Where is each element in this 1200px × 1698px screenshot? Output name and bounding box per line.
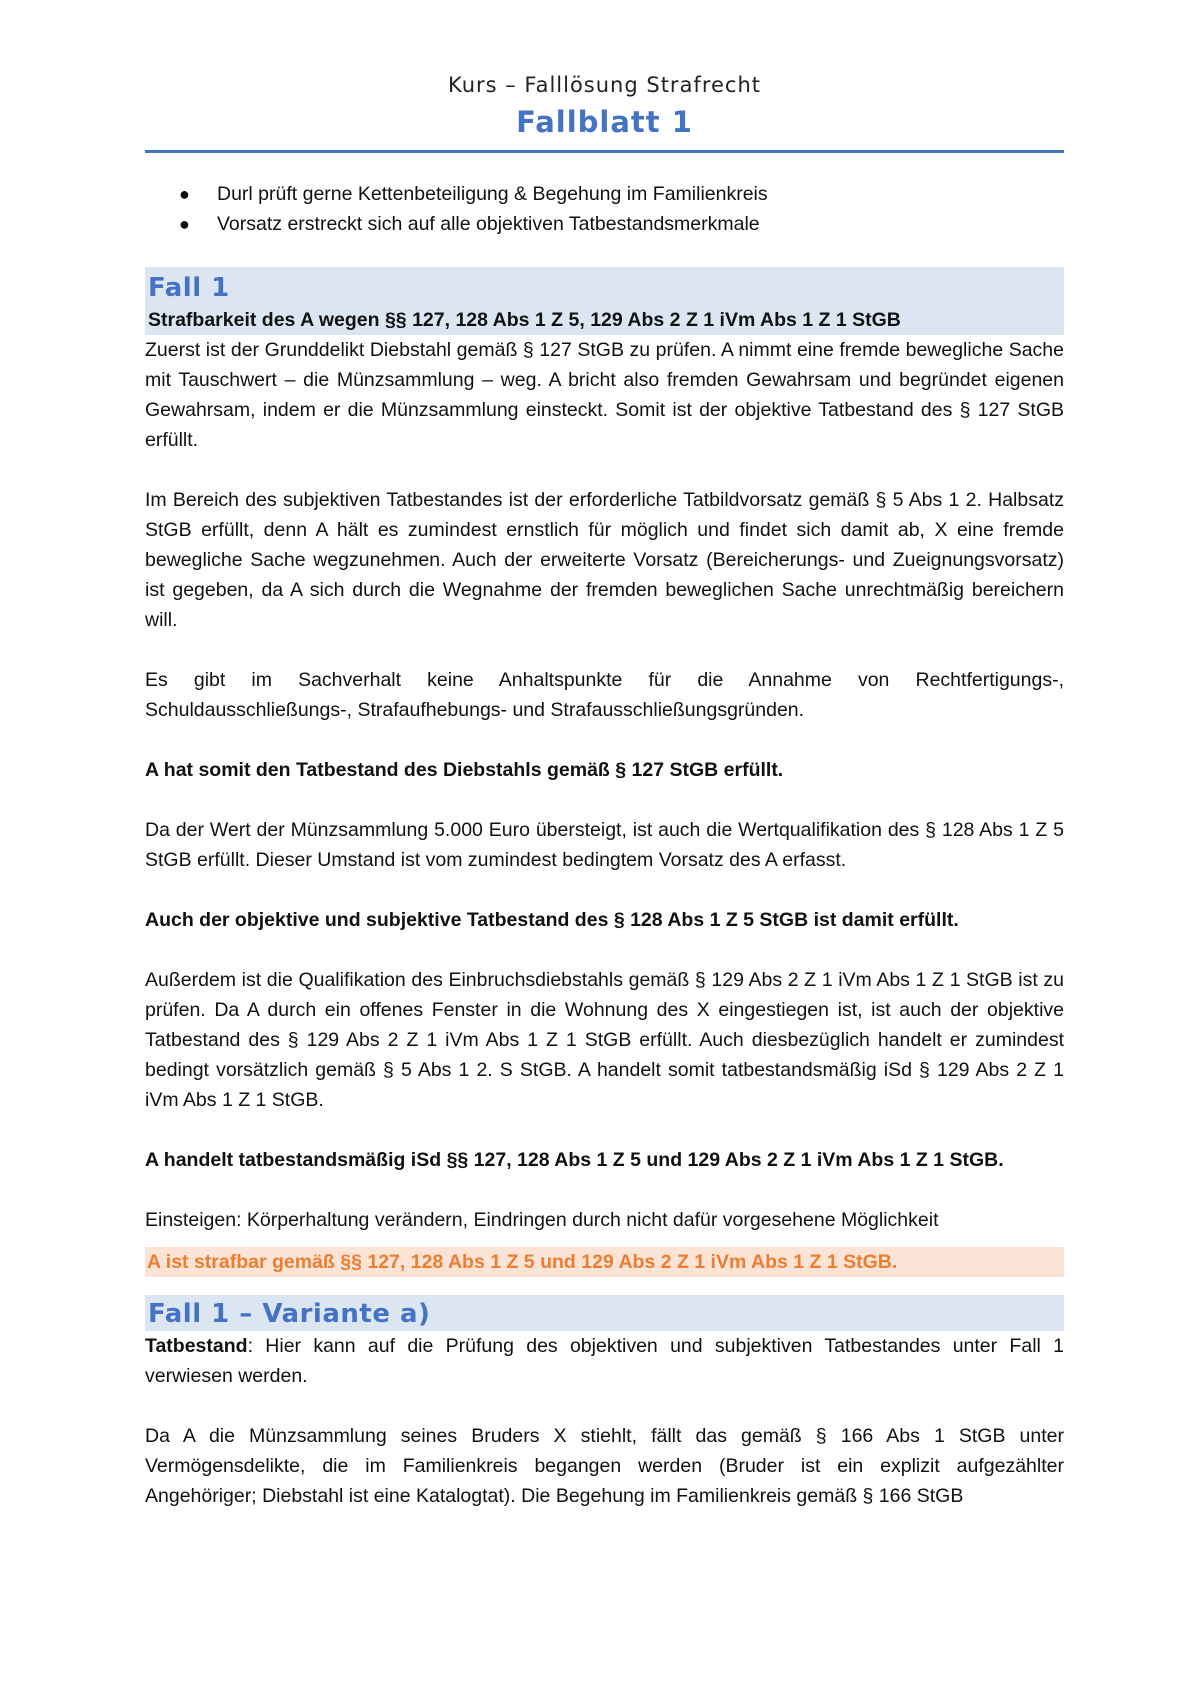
bullet-list	[145, 179, 1064, 239]
paragraph: Außerdem ist die Qualifikation des Einbruchsdiebstahls gemäß § 129 Abs 2 Z 1 iVm Abs 1 Z 1 StGB ist zu prüfen. Da A durch ein offenes Fenster in die Wohnung des X eingestiegen ist, ist auch der objektive Tatbestand des § 129 Abs 2 Z 1 iVm Abs 1 Z 1 StGB erfüllt. Auch diesbezüglich handelt er zumindest bedingt vorsätzlich gemäß § 5 Abs 1 2. S StGB. A handelt somit tatbestandsmäßig iSd § 129 Abs 2 Z 1 iVm Abs 1 Z 1 StGB.	[145, 969, 1064, 1111]
conclusion-paragraph: A handelt tatbestandsmäßig iSd §§ 127, 128 Abs 1 Z 5 und 129 Abs 2 Z 1 iVm Abs 1 Z 1 StGB.	[145, 1149, 1004, 1171]
tatbestand-label: Tatbestand	[145, 1335, 248, 1357]
fall1a-heading-block	[145, 1295, 1064, 1331]
fall1-heading: Fall 1	[148, 273, 230, 303]
bullet-text: Vorsatz erstreckt sich auf alle objektiven Tatbestandsmerkmale	[217, 213, 760, 235]
bullet-dot-icon: ●	[179, 214, 190, 234]
paragraph: Zuerst ist der Grunddelikt Diebstahl gemäß § 127 StGB zu prüfen. A nimmt eine fremde bewegliche Sache mit Tauschwert – die Münzsammlung – weg. A bricht also fremden Gewahrsam und begründet eigenen Gewahrsam, indem er die Münzsammlung einsteckt. Somit ist der objektive Tatbestand des § 127 StGB erfüllt.	[145, 339, 1064, 451]
conclusion-paragraph: Auch der objektive und subjektive Tatbestand des § 128 Abs 1 Z 5 StGB ist damit erfüllt.	[145, 909, 959, 931]
bullet-text: Durl prüft gerne Kettenbeteiligung & Begehung im Familienkreis	[217, 183, 768, 205]
fall1-heading-block	[145, 267, 1064, 335]
paragraph: Da A die Münzsammlung seines Bruders X stiehlt, fällt das gemäß § 166 Abs 1 StGB unter Vermögensdelikte, die im Familienkreis begangen werden (Bruder ist ein explizit aufgezählter Angehöriger; Diebstahl ist eine Katalogtat). Die Begehung im Familienkreis gemäß § 166 StGB	[145, 1425, 1064, 1507]
paragraph	[145, 1331, 1064, 1391]
sheet-title: Fallblatt 1	[516, 105, 693, 139]
course-header: Kurs – Falllösung Strafrecht	[447, 73, 762, 97]
paragraph: Einsteigen: Körperhaltung verändern, Eindringen durch nicht dafür vorgesehene Möglichkeit	[145, 1209, 939, 1231]
bullet-item	[179, 179, 1064, 209]
fall1-subheading: Strafbarkeit des A wegen §§ 127, 128 Abs 1 Z 5, 129 Abs 2 Z 1 iVm Abs 1 Z 1 StGB	[148, 309, 901, 331]
result-highlight: A ist strafbar gemäß §§ 127, 128 Abs 1 Z 5 und 129 Abs 2 Z 1 iVm Abs 1 Z 1 StGB.	[145, 1247, 1064, 1277]
bullet-item	[179, 209, 1064, 239]
conclusion-paragraph: A hat somit den Tatbestand des Diebstahls gemäß § 127 StGB erfüllt.	[145, 759, 784, 781]
title-rule	[145, 150, 1064, 153]
paragraph: Im Bereich des subjektiven Tatbestandes ist der erforderliche Tatbildvorsatz gemäß § 5 Abs 1 2. Halbsatz StGB erfüllt, denn A hält es zumindest ernstlich für möglich und findet sich damit ab, X eine fremde bewegliche Sache wegzunehmen. Auch der erweiterte Vorsatz (Bereicherungs- und Zueignungsvorsatz) ist gegeben, da A sich durch die Wegnahme der fremden beweglichen Sache unrechtmäßig bereichern will.	[145, 489, 1064, 631]
paragraph: Es gibt im Sachverhalt keine Anhaltspunkte für die Annahme von Rechtfertigungs-, Schuldausschließungs-, Strafaufhebungs- und Strafausschließungsgründen.	[145, 669, 1064, 721]
tatbestand-text: : Hier kann auf die Prüfung des objektiven und subjektiven Tatbestandes unter Fall 1 verwiesen werden.	[145, 1335, 1064, 1387]
paragraph: Da der Wert der Münzsammlung 5.000 Euro übersteigt, ist auch die Wertqualifikation des § 128 Abs 1 Z 5 StGB erfüllt. Dieser Umstand ist vom zumindest bedingtem Vorsatz des A erfasst.	[145, 819, 1064, 871]
bullet-dot-icon: ●	[179, 184, 190, 204]
fall1a-heading: Fall 1 – Variante a)	[148, 1299, 431, 1329]
